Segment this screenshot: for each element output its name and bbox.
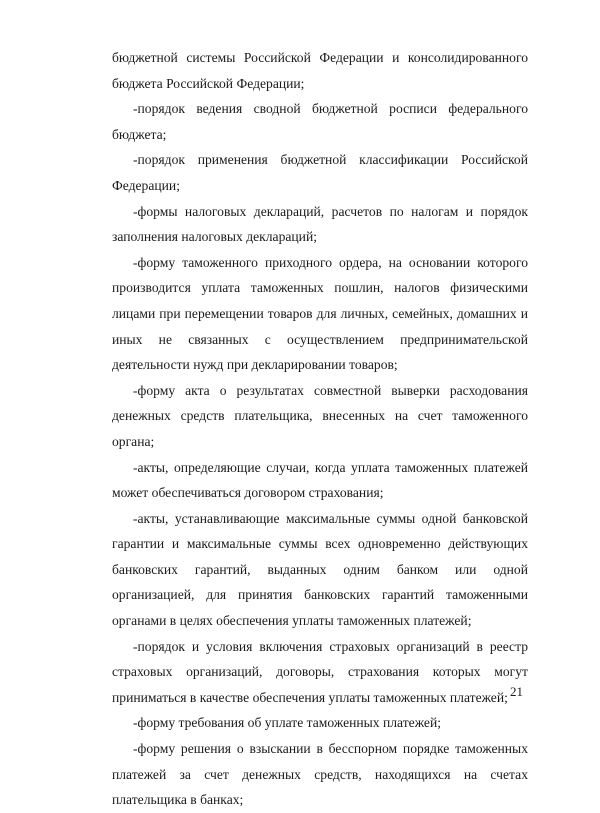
list-item-insurance-registry: -порядок и условия включения страховых организаций в реестр страховых организаций, договоры, страхования которых могут приниматься в качестве обеспечения уплаты таможенных платежей; <box>112 638 528 705</box>
list-item-recovery-decision: -форму решения о взыскании в бесспорном порядке таможенных платежей за счет денежных средств, находящихся на счетах плательщика в банках; <box>112 741 528 808</box>
list-item-budget-classification: -порядок применения бюджетной классификации Российской Федерации; <box>112 152 528 193</box>
list-item-tax-declarations: -формы налоговых деклараций, расчетов по налогам и порядок заполнения налоговых деклараций; <box>112 203 528 245</box>
list-item-payment-demand: -форму требования об уплате таможенных платежей; <box>133 715 442 731</box>
page-number: 21 <box>510 684 523 699</box>
list-item-reconciliation-act: -форму акта о результатах совместной выверки расходования денежных средств плательщика, внесенных на счет таможенного органа; <box>112 382 528 449</box>
paragraph-continuation: бюджетной системы Российской Федерации и консолидированного бюджета Российской Федерации; <box>112 50 528 91</box>
list-item-insurance-acts: -акты, определяющие случаи, когда уплата таможенных платежей может обеспечиваться договором страхования; <box>112 459 528 501</box>
document-body <box>112 45 528 813</box>
list-item-budget-schedule: -порядок ведения сводной бюджетной росписи федерального бюджета; <box>112 101 528 142</box>
list-item-customs-receipt-order: -форму таможенного приходного ордера, на основании которого производится уплата таможенных пошлин, налогов физическими лицами при перемещении товаров для личных, семейных, домашних и иных не связанных с осуществлением предпринимательской деятельности нужд при декларировании товаров; <box>112 254 528 373</box>
list-item-bank-guarantee-acts: -акты, устанавливающие максимальные суммы одной банковской гарантии и максимальные суммы всех одновременно действующих банковских гарантий, выданных одним банком или одной организацией, для принятия банковских гарантий таможенными органами в целях обеспечения уплаты таможенных платежей; <box>112 510 528 629</box>
